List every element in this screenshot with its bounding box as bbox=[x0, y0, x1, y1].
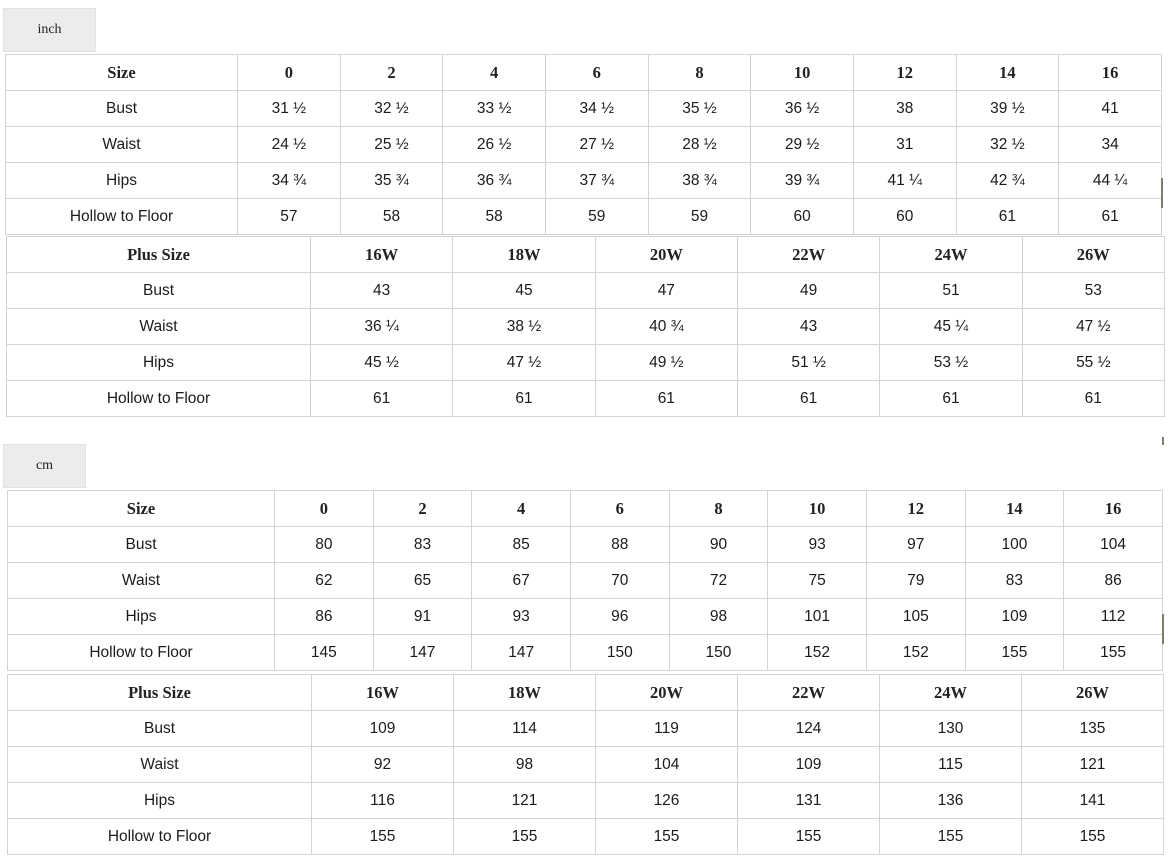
cm-standard-size-table bbox=[7, 490, 1163, 671]
table-row bbox=[6, 199, 1162, 235]
size-header-cell: 16 bbox=[1059, 55, 1162, 91]
measurement-value-cell: 29 ½ bbox=[751, 127, 854, 163]
measurement-value-cell: 105 bbox=[866, 599, 965, 635]
measurement-value-cell: 31 bbox=[853, 127, 956, 163]
size-header-cell: 0 bbox=[275, 491, 374, 527]
measurement-label-cell: Hollow to Floor bbox=[8, 635, 275, 671]
measurement-value-cell: 100 bbox=[965, 527, 1064, 563]
table-row bbox=[8, 599, 1163, 635]
size-header-cell: 16W bbox=[311, 237, 453, 273]
measurement-value-cell: 32 ½ bbox=[956, 127, 1059, 163]
table-row bbox=[8, 635, 1163, 671]
size-header-cell: 16 bbox=[1064, 491, 1163, 527]
size-header-cell: 12 bbox=[866, 491, 965, 527]
measurement-value-cell: 155 bbox=[596, 819, 738, 855]
measurement-value-cell: 61 bbox=[311, 381, 453, 417]
measurement-label-cell: Waist bbox=[8, 747, 312, 783]
table-row bbox=[6, 163, 1162, 199]
measurement-label-cell: Bust bbox=[8, 711, 312, 747]
measurement-value-cell: 86 bbox=[1064, 563, 1163, 599]
measurement-value-cell: 61 bbox=[956, 199, 1059, 235]
measurement-value-cell: 83 bbox=[965, 563, 1064, 599]
measurement-value-cell: 38 ½ bbox=[453, 309, 595, 345]
tab-inch-label: inch bbox=[37, 22, 62, 37]
size-header-cell: 4 bbox=[443, 55, 546, 91]
size-header-cell: 4 bbox=[472, 491, 571, 527]
table-row bbox=[8, 563, 1163, 599]
measurement-label-cell: Hollow to Floor bbox=[7, 381, 311, 417]
header-label-cell: Size bbox=[8, 491, 275, 527]
size-header-cell: 20W bbox=[595, 237, 737, 273]
cm-plus-size-table bbox=[7, 674, 1164, 855]
header-row bbox=[8, 491, 1163, 527]
measurement-label-cell: Hips bbox=[7, 345, 311, 381]
measurement-label-cell: Hollow to Floor bbox=[6, 199, 238, 235]
size-header-cell: 2 bbox=[373, 491, 472, 527]
measurement-value-cell: 27 ½ bbox=[545, 127, 648, 163]
measurement-value-cell: 93 bbox=[472, 599, 571, 635]
measurement-value-cell: 60 bbox=[853, 199, 956, 235]
header-label-cell: Plus Size bbox=[7, 237, 311, 273]
measurement-value-cell: 92 bbox=[312, 747, 454, 783]
measurement-value-cell: 43 bbox=[311, 273, 453, 309]
tab-cm[interactable] bbox=[3, 444, 86, 488]
measurement-value-cell: 72 bbox=[669, 563, 768, 599]
size-header-cell: 14 bbox=[965, 491, 1064, 527]
measurement-value-cell: 34 ½ bbox=[545, 91, 648, 127]
size-header-cell: 10 bbox=[751, 55, 854, 91]
measurement-value-cell: 114 bbox=[454, 711, 596, 747]
measurement-value-cell: 61 bbox=[880, 381, 1022, 417]
measurement-value-cell: 37 ¾ bbox=[545, 163, 648, 199]
table-row bbox=[7, 345, 1165, 381]
measurement-value-cell: 34 bbox=[1059, 127, 1162, 163]
measurement-value-cell: 65 bbox=[373, 563, 472, 599]
measurement-value-cell: 61 bbox=[1022, 381, 1164, 417]
measurement-value-cell: 104 bbox=[596, 747, 738, 783]
size-header-cell: 8 bbox=[648, 55, 751, 91]
measurement-value-cell: 36 ¾ bbox=[443, 163, 546, 199]
table-row bbox=[8, 783, 1164, 819]
measurement-value-cell: 41 ¼ bbox=[853, 163, 956, 199]
measurement-value-cell: 61 bbox=[737, 381, 879, 417]
measurement-label-cell: Bust bbox=[7, 273, 311, 309]
measurement-value-cell: 70 bbox=[570, 563, 669, 599]
size-header-cell: 20W bbox=[596, 675, 738, 711]
measurement-value-cell: 60 bbox=[751, 199, 854, 235]
size-header-cell: 10 bbox=[768, 491, 867, 527]
size-header-cell: 26W bbox=[1022, 237, 1164, 273]
measurement-value-cell: 155 bbox=[880, 819, 1022, 855]
size-header-cell: 0 bbox=[238, 55, 341, 91]
measurement-value-cell: 25 ½ bbox=[340, 127, 443, 163]
measurement-value-cell: 104 bbox=[1064, 527, 1163, 563]
measurement-value-cell: 152 bbox=[768, 635, 867, 671]
measurement-value-cell: 26 ½ bbox=[443, 127, 546, 163]
measurement-label-cell: Waist bbox=[8, 563, 275, 599]
measurement-value-cell: 145 bbox=[275, 635, 374, 671]
measurement-value-cell: 59 bbox=[648, 199, 751, 235]
header-label-cell: Plus Size bbox=[8, 675, 312, 711]
measurement-value-cell: 79 bbox=[866, 563, 965, 599]
table-row bbox=[8, 819, 1164, 855]
table-row bbox=[7, 309, 1165, 345]
measurement-value-cell: 47 ½ bbox=[453, 345, 595, 381]
measurement-label-cell: Waist bbox=[6, 127, 238, 163]
measurement-value-cell: 67 bbox=[472, 563, 571, 599]
measurement-value-cell: 155 bbox=[1064, 635, 1163, 671]
measurement-value-cell: 152 bbox=[866, 635, 965, 671]
measurement-label-cell: Hips bbox=[6, 163, 238, 199]
measurement-value-cell: 45 bbox=[453, 273, 595, 309]
measurement-value-cell: 141 bbox=[1022, 783, 1164, 819]
measurement-value-cell: 40 ¾ bbox=[595, 309, 737, 345]
measurement-value-cell: 112 bbox=[1064, 599, 1163, 635]
measurement-value-cell: 136 bbox=[880, 783, 1022, 819]
size-header-cell: 18W bbox=[454, 675, 596, 711]
measurement-value-cell: 155 bbox=[454, 819, 596, 855]
inch-standard-size-table bbox=[5, 54, 1162, 235]
header-label-cell: Size bbox=[6, 55, 238, 91]
measurement-value-cell: 31 ½ bbox=[238, 91, 341, 127]
measurement-value-cell: 38 bbox=[853, 91, 956, 127]
measurement-value-cell: 150 bbox=[570, 635, 669, 671]
size-header-cell: 18W bbox=[453, 237, 595, 273]
table-row bbox=[7, 381, 1165, 417]
measurement-value-cell: 61 bbox=[453, 381, 595, 417]
measurement-value-cell: 34 ¾ bbox=[238, 163, 341, 199]
tab-cm-label: cm bbox=[35, 458, 54, 473]
measurement-value-cell: 49 bbox=[737, 273, 879, 309]
measurement-value-cell: 109 bbox=[965, 599, 1064, 635]
measurement-value-cell: 121 bbox=[454, 783, 596, 819]
measurement-value-cell: 109 bbox=[312, 711, 454, 747]
size-header-cell: 14 bbox=[956, 55, 1059, 91]
measurement-value-cell: 38 ¾ bbox=[648, 163, 751, 199]
measurement-value-cell: 130 bbox=[880, 711, 1022, 747]
size-header-cell: 16W bbox=[312, 675, 454, 711]
table-row bbox=[8, 711, 1164, 747]
table-row bbox=[6, 127, 1162, 163]
measurement-value-cell: 97 bbox=[866, 527, 965, 563]
measurement-value-cell: 85 bbox=[472, 527, 571, 563]
measurement-value-cell: 58 bbox=[340, 199, 443, 235]
measurement-value-cell: 45 ¼ bbox=[880, 309, 1022, 345]
measurement-value-cell: 98 bbox=[669, 599, 768, 635]
table-row bbox=[8, 747, 1164, 783]
size-header-cell: 24W bbox=[880, 237, 1022, 273]
measurement-value-cell: 41 bbox=[1059, 91, 1162, 127]
measurement-value-cell: 121 bbox=[1022, 747, 1164, 783]
table-row bbox=[7, 273, 1165, 309]
measurement-value-cell: 35 ½ bbox=[648, 91, 751, 127]
measurement-value-cell: 119 bbox=[596, 711, 738, 747]
measurement-label-cell: Bust bbox=[8, 527, 275, 563]
measurement-value-cell: 86 bbox=[275, 599, 374, 635]
measurement-value-cell: 62 bbox=[275, 563, 374, 599]
measurement-value-cell: 155 bbox=[738, 819, 880, 855]
measurement-label-cell: Waist bbox=[7, 309, 311, 345]
measurement-value-cell: 75 bbox=[768, 563, 867, 599]
measurement-value-cell: 135 bbox=[1022, 711, 1164, 747]
header-row bbox=[8, 675, 1164, 711]
measurement-value-cell: 49 ½ bbox=[595, 345, 737, 381]
measurement-value-cell: 147 bbox=[373, 635, 472, 671]
measurement-label-cell: Hips bbox=[8, 783, 312, 819]
measurement-value-cell: 98 bbox=[454, 747, 596, 783]
edge-mark bbox=[1162, 614, 1164, 644]
measurement-value-cell: 80 bbox=[275, 527, 374, 563]
measurement-value-cell: 131 bbox=[738, 783, 880, 819]
size-header-cell: 8 bbox=[669, 491, 768, 527]
measurement-value-cell: 36 ½ bbox=[751, 91, 854, 127]
edge-mark bbox=[1162, 437, 1164, 445]
measurement-value-cell: 36 ¼ bbox=[311, 309, 453, 345]
measurement-label-cell: Hollow to Floor bbox=[8, 819, 312, 855]
measurement-value-cell: 45 ½ bbox=[311, 345, 453, 381]
size-header-cell: 24W bbox=[880, 675, 1022, 711]
header-row bbox=[6, 55, 1162, 91]
measurement-value-cell: 51 bbox=[880, 273, 1022, 309]
measurement-value-cell: 61 bbox=[595, 381, 737, 417]
measurement-value-cell: 90 bbox=[669, 527, 768, 563]
measurement-value-cell: 39 ½ bbox=[956, 91, 1059, 127]
measurement-value-cell: 28 ½ bbox=[648, 127, 751, 163]
inch-plus-size-table bbox=[6, 236, 1165, 417]
size-header-cell: 22W bbox=[737, 237, 879, 273]
measurement-label-cell: Hips bbox=[8, 599, 275, 635]
measurement-value-cell: 51 ½ bbox=[737, 345, 879, 381]
measurement-value-cell: 61 bbox=[1059, 199, 1162, 235]
measurement-value-cell: 83 bbox=[373, 527, 472, 563]
measurement-value-cell: 115 bbox=[880, 747, 1022, 783]
size-header-cell: 2 bbox=[340, 55, 443, 91]
measurement-value-cell: 35 ¾ bbox=[340, 163, 443, 199]
measurement-value-cell: 43 bbox=[737, 309, 879, 345]
measurement-value-cell: 147 bbox=[472, 635, 571, 671]
size-header-cell: 6 bbox=[570, 491, 669, 527]
measurement-value-cell: 33 ½ bbox=[443, 91, 546, 127]
measurement-value-cell: 39 ¾ bbox=[751, 163, 854, 199]
measurement-value-cell: 126 bbox=[596, 783, 738, 819]
measurement-value-cell: 155 bbox=[312, 819, 454, 855]
measurement-value-cell: 101 bbox=[768, 599, 867, 635]
measurement-value-cell: 93 bbox=[768, 527, 867, 563]
measurement-value-cell: 53 bbox=[1022, 273, 1164, 309]
tab-inch[interactable] bbox=[3, 8, 96, 52]
measurement-value-cell: 88 bbox=[570, 527, 669, 563]
measurement-value-cell: 57 bbox=[238, 199, 341, 235]
size-header-cell: 6 bbox=[545, 55, 648, 91]
measurement-value-cell: 42 ¾ bbox=[956, 163, 1059, 199]
table-row bbox=[6, 91, 1162, 127]
measurement-value-cell: 47 bbox=[595, 273, 737, 309]
size-header-cell: 12 bbox=[853, 55, 956, 91]
measurement-value-cell: 24 ½ bbox=[238, 127, 341, 163]
measurement-value-cell: 47 ½ bbox=[1022, 309, 1164, 345]
measurement-value-cell: 124 bbox=[738, 711, 880, 747]
measurement-value-cell: 116 bbox=[312, 783, 454, 819]
measurement-value-cell: 150 bbox=[669, 635, 768, 671]
measurement-value-cell: 32 ½ bbox=[340, 91, 443, 127]
measurement-value-cell: 58 bbox=[443, 199, 546, 235]
header-row bbox=[7, 237, 1165, 273]
measurement-label-cell: Bust bbox=[6, 91, 238, 127]
measurement-value-cell: 59 bbox=[545, 199, 648, 235]
measurement-value-cell: 44 ¼ bbox=[1059, 163, 1162, 199]
measurement-value-cell: 53 ½ bbox=[880, 345, 1022, 381]
measurement-value-cell: 155 bbox=[965, 635, 1064, 671]
measurement-value-cell: 55 ½ bbox=[1022, 345, 1164, 381]
size-header-cell: 26W bbox=[1022, 675, 1164, 711]
table-row bbox=[8, 527, 1163, 563]
size-header-cell: 22W bbox=[738, 675, 880, 711]
measurement-value-cell: 91 bbox=[373, 599, 472, 635]
measurement-value-cell: 96 bbox=[570, 599, 669, 635]
measurement-value-cell: 155 bbox=[1022, 819, 1164, 855]
measurement-value-cell: 109 bbox=[738, 747, 880, 783]
edge-mark bbox=[1161, 178, 1163, 208]
